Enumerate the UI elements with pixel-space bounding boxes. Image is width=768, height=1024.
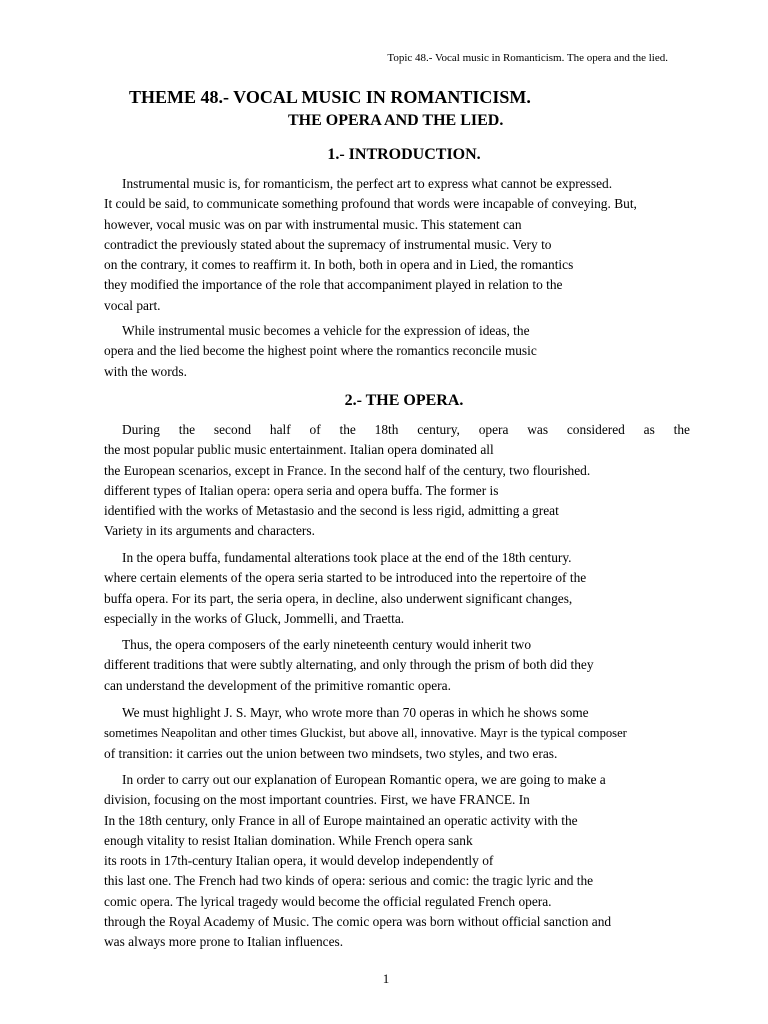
text-line: We must highlight J. S. Mayr, who wrote more than 70 operas in which he shows some — [122, 705, 589, 720]
text-line: its roots in 17th-century Italian opera, it would develop independently of — [104, 853, 494, 869]
paragraph — [104, 770, 690, 953]
text-line: Variety in its arguments and characters. — [104, 523, 315, 539]
paragraph — [104, 548, 690, 629]
text-line: however, vocal music was on par with instrumental music. This statement can — [104, 216, 522, 232]
paragraph — [104, 703, 690, 764]
document-title: THEME 48.- VOCAL MUSIC IN ROMANTICISM. — [129, 87, 531, 107]
text-line: different types of Italian opera: opera seria and opera buffa. The former is — [104, 482, 499, 498]
text-line: In the opera buffa, fundamental alterations took place at the end of the 18th century. — [122, 550, 572, 565]
text-line: of transition: it carries out the union between two mindsets, two styles, and two eras. — [104, 745, 558, 761]
text-line: can understand the development of the primitive romantic opera. — [104, 677, 451, 693]
text-line: During the second half of the 18th century, opera was considered as the — [122, 422, 690, 437]
text-line: division, focusing on the most important countries. First, we have FRANCE. In — [104, 792, 530, 808]
text-line: enough vitality to resist Italian domination. While French opera sank — [104, 832, 473, 848]
text-line: Instrumental music is, for romanticism, the perfect art to express what cannot be expressed. — [122, 176, 613, 191]
text-line: In order to carry out our explanation of European Romantic opera, we are going to make a — [122, 772, 606, 787]
page-number: 1 — [382, 971, 390, 986]
text-line: the European scenarios, except in France. In the second half of the century, two flourished. — [104, 462, 591, 478]
text-line: on the contrary, it comes to reaffirm it. In both, both in opera and in Lied, the romantics — [104, 257, 574, 273]
text-line: sometimes Neapolitan and other times Gluckist, but above all, innovative. Mayr is the typical composer — [104, 726, 627, 741]
text-line: with the words. — [104, 363, 187, 379]
text-line: While instrumental music becomes a vehicle for the expression of ideas, the — [122, 323, 530, 338]
text-line: the most popular public music entertainment. Italian opera dominated all — [104, 442, 494, 458]
text-line: In the 18th century, only France in all of Europe maintained an operatic activity with the — [104, 812, 578, 828]
text-line: contradict the previously stated about the supremacy of instrumental music. Very to — [104, 236, 552, 252]
text-line: especially in the works of Gluck, Jommelli, and Traetta. — [104, 610, 405, 626]
paragraph — [104, 321, 690, 382]
text-line: Thus, the opera composers of the early nineteenth century would inherit two — [122, 637, 532, 652]
paragraph — [104, 174, 690, 316]
text-line: vocal part. — [104, 297, 161, 313]
text-line: identified with the works of Metastasio and the second is less rigid, admitting a great — [104, 503, 559, 519]
text-line: buffa opera. For its part, the seria opera, in decline, also underwent significant changes, — [104, 590, 573, 606]
paragraph — [104, 635, 690, 696]
section-heading-opera: 2.- THE OPERA. — [344, 392, 464, 409]
text-line: was always more prone to Italian influences. — [104, 934, 344, 950]
text-line: comic opera. The lyrical tragedy would become the official regulated French opera. — [104, 893, 552, 909]
text-line: they modified the importance of the role that accompaniment played in relation to the — [104, 277, 563, 293]
text-line: different traditions that were subtly alternating, and only through the prism of both did they — [104, 657, 594, 673]
text-line: where certain elements of the opera seria started to be introduced into the repertoire of the — [104, 570, 587, 586]
section-heading-introduction: 1.- INTRODUCTION. — [327, 146, 481, 163]
text-line: through the Royal Academy of Music. The comic opera was born without official sanction and — [104, 914, 612, 930]
text-line: opera and the lied become the highest point where the romantics reconcile music — [104, 343, 537, 359]
text-line: this last one. The French had two kinds of opera: serious and comic: the tragic lyric and the — [104, 873, 594, 889]
document-subtitle: THE OPERA AND THE LIED. — [288, 112, 504, 129]
running-header: Topic 48.- Vocal music in Romanticism. The opera and the lied. — [387, 52, 668, 64]
paragraph — [104, 420, 690, 542]
text-line: It could be said, to communicate something profound that words were incapable of conveying. But, — [104, 196, 637, 212]
